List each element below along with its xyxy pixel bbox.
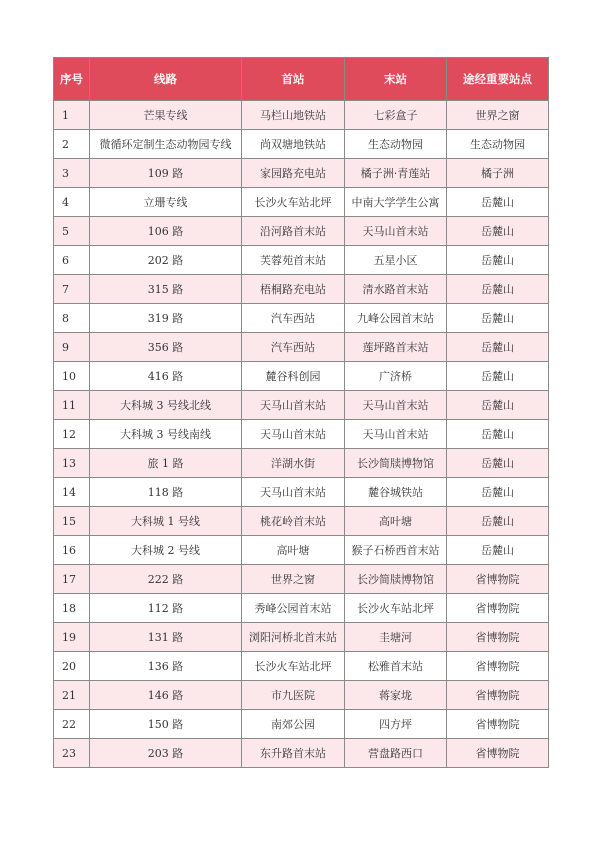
route-cell: 109 路 xyxy=(90,159,242,188)
table-row xyxy=(54,420,549,449)
route-cell: 150 路 xyxy=(90,710,242,739)
last-stop-cell: 清水路首末站 xyxy=(345,275,447,304)
last-stop-cell: 天马山首末站 xyxy=(345,420,447,449)
first-stop-cell: 东升路首末站 xyxy=(242,739,345,768)
route-cell: 202 路 xyxy=(90,246,242,275)
seq-cell: 15 xyxy=(54,507,90,536)
first-stop-cell: 桃花岭首末站 xyxy=(242,507,345,536)
route-cell: 立珊专线 xyxy=(90,188,242,217)
key-stop-cell: 岳麓山 xyxy=(447,246,549,275)
first-stop-cell: 高叶塘 xyxy=(242,536,345,565)
table-row xyxy=(54,188,549,217)
first-stop-cell: 天马山首末站 xyxy=(242,391,345,420)
last-stop-cell: 五星小区 xyxy=(345,246,447,275)
table-row xyxy=(54,739,549,768)
key-stop-cell: 岳麓山 xyxy=(447,449,549,478)
last-stop-cell: 长沙简牍博物馆 xyxy=(345,449,447,478)
table-row xyxy=(54,623,549,652)
seq-cell: 6 xyxy=(54,246,90,275)
route-cell: 222 路 xyxy=(90,565,242,594)
seq-cell: 8 xyxy=(54,304,90,333)
last-stop-cell: 高叶塘 xyxy=(345,507,447,536)
first-stop-cell: 马栏山地铁站 xyxy=(242,101,345,130)
table-row xyxy=(54,710,549,739)
key-stop-cell: 岳麓山 xyxy=(447,478,549,507)
key-stop-cell: 岳麓山 xyxy=(447,507,549,536)
first-stop-cell: 世界之窗 xyxy=(242,565,345,594)
key-stop-cell: 生态动物园 xyxy=(447,130,549,159)
table-row xyxy=(54,536,549,565)
key-stop-cell: 岳麓山 xyxy=(447,420,549,449)
seq-cell: 16 xyxy=(54,536,90,565)
seq-cell: 4 xyxy=(54,188,90,217)
last-stop-cell: 猴子石桥西首末站 xyxy=(345,536,447,565)
last-stop-cell: 四方坪 xyxy=(345,710,447,739)
header-key-stops: 途经重要站点 xyxy=(447,58,549,101)
seq-cell: 12 xyxy=(54,420,90,449)
first-stop-cell: 家园路充电站 xyxy=(242,159,345,188)
route-cell: 大科城 3 号线南线 xyxy=(90,420,242,449)
table-row xyxy=(54,652,549,681)
last-stop-cell: 麓谷城铁站 xyxy=(345,478,447,507)
key-stop-cell: 岳麓山 xyxy=(447,391,549,420)
seq-cell: 1 xyxy=(54,101,90,130)
first-stop-cell: 汽车西站 xyxy=(242,333,345,362)
last-stop-cell: 长沙简牍博物馆 xyxy=(345,565,447,594)
table-body xyxy=(54,101,549,768)
last-stop-cell: 天马山首末站 xyxy=(345,217,447,246)
first-stop-cell: 长沙火车站北坪 xyxy=(242,188,345,217)
table-row xyxy=(54,681,549,710)
last-stop-cell: 蒋家垅 xyxy=(345,681,447,710)
key-stop-cell: 省博物院 xyxy=(447,623,549,652)
seq-cell: 19 xyxy=(54,623,90,652)
last-stop-cell: 圭塘河 xyxy=(345,623,447,652)
table-row xyxy=(54,594,549,623)
table-row xyxy=(54,304,549,333)
first-stop-cell: 芙蓉苑首末站 xyxy=(242,246,345,275)
route-cell: 319 路 xyxy=(90,304,242,333)
header-row xyxy=(54,58,549,101)
first-stop-cell: 尚双塘地铁站 xyxy=(242,130,345,159)
seq-cell: 7 xyxy=(54,275,90,304)
table-header xyxy=(54,58,549,101)
last-stop-cell: 生态动物园 xyxy=(345,130,447,159)
table-row xyxy=(54,391,549,420)
first-stop-cell: 天马山首末站 xyxy=(242,478,345,507)
seq-cell: 18 xyxy=(54,594,90,623)
bus-routes-table xyxy=(53,57,549,768)
key-stop-cell: 省博物院 xyxy=(447,565,549,594)
first-stop-cell: 洋湖水街 xyxy=(242,449,345,478)
table-row xyxy=(54,362,549,391)
route-cell: 旅 1 路 xyxy=(90,449,242,478)
first-stop-cell: 沿河路首末站 xyxy=(242,217,345,246)
seq-cell: 23 xyxy=(54,739,90,768)
table-row xyxy=(54,217,549,246)
table-row xyxy=(54,478,549,507)
seq-cell: 9 xyxy=(54,333,90,362)
first-stop-cell: 梧桐路充电站 xyxy=(242,275,345,304)
route-cell: 315 路 xyxy=(90,275,242,304)
seq-cell: 3 xyxy=(54,159,90,188)
seq-cell: 22 xyxy=(54,710,90,739)
key-stop-cell: 岳麓山 xyxy=(447,188,549,217)
route-cell: 106 路 xyxy=(90,217,242,246)
key-stop-cell: 岳麓山 xyxy=(447,217,549,246)
key-stop-cell: 橘子洲 xyxy=(447,159,549,188)
last-stop-cell: 广济桥 xyxy=(345,362,447,391)
last-stop-cell: 七彩盒子 xyxy=(345,101,447,130)
key-stop-cell: 省博物院 xyxy=(447,652,549,681)
route-cell: 118 路 xyxy=(90,478,242,507)
last-stop-cell: 长沙火车站北坪 xyxy=(345,594,447,623)
route-cell: 微循环定制生态动物园专线 xyxy=(90,130,242,159)
route-cell: 356 路 xyxy=(90,333,242,362)
table-row xyxy=(54,101,549,130)
table-row xyxy=(54,130,549,159)
key-stop-cell: 省博物院 xyxy=(447,681,549,710)
first-stop-cell: 天马山首末站 xyxy=(242,420,345,449)
seq-cell: 20 xyxy=(54,652,90,681)
header-last-stop: 末站 xyxy=(345,58,447,101)
route-cell: 大科城 2 号线 xyxy=(90,536,242,565)
seq-cell: 13 xyxy=(54,449,90,478)
route-cell: 416 路 xyxy=(90,362,242,391)
header-seq: 序号 xyxy=(54,58,90,101)
route-cell: 112 路 xyxy=(90,594,242,623)
seq-cell: 14 xyxy=(54,478,90,507)
seq-cell: 21 xyxy=(54,681,90,710)
table-row xyxy=(54,246,549,275)
first-stop-cell: 汽车西站 xyxy=(242,304,345,333)
last-stop-cell: 中南大学学生公寓 xyxy=(345,188,447,217)
table-row xyxy=(54,275,549,304)
table-row xyxy=(54,507,549,536)
key-stop-cell: 省博物院 xyxy=(447,594,549,623)
key-stop-cell: 岳麓山 xyxy=(447,333,549,362)
key-stop-cell: 岳麓山 xyxy=(447,304,549,333)
first-stop-cell: 长沙火车站北坪 xyxy=(242,652,345,681)
route-cell: 大科城 3 号线北线 xyxy=(90,391,242,420)
key-stop-cell: 岳麓山 xyxy=(447,275,549,304)
table-row xyxy=(54,449,549,478)
seq-cell: 17 xyxy=(54,565,90,594)
route-cell: 203 路 xyxy=(90,739,242,768)
header-first-stop: 首站 xyxy=(242,58,345,101)
seq-cell: 5 xyxy=(54,217,90,246)
table-row xyxy=(54,333,549,362)
table-row xyxy=(54,565,549,594)
route-cell: 131 路 xyxy=(90,623,242,652)
last-stop-cell: 橘子洲·青莲站 xyxy=(345,159,447,188)
first-stop-cell: 市九医院 xyxy=(242,681,345,710)
first-stop-cell: 麓谷科创园 xyxy=(242,362,345,391)
key-stop-cell: 省博物院 xyxy=(447,739,549,768)
last-stop-cell: 松雅首末站 xyxy=(345,652,447,681)
last-stop-cell: 营盘路西口 xyxy=(345,739,447,768)
first-stop-cell: 秀峰公园首末站 xyxy=(242,594,345,623)
key-stop-cell: 岳麓山 xyxy=(447,362,549,391)
first-stop-cell: 浏阳河桥北首末站 xyxy=(242,623,345,652)
first-stop-cell: 南郊公园 xyxy=(242,710,345,739)
route-cell: 136 路 xyxy=(90,652,242,681)
last-stop-cell: 莲坪路首末站 xyxy=(345,333,447,362)
key-stop-cell: 省博物院 xyxy=(447,710,549,739)
header-route: 线路 xyxy=(90,58,242,101)
last-stop-cell: 九峰公园首末站 xyxy=(345,304,447,333)
key-stop-cell: 世界之窗 xyxy=(447,101,549,130)
key-stop-cell: 岳麓山 xyxy=(447,536,549,565)
route-cell: 146 路 xyxy=(90,681,242,710)
last-stop-cell: 天马山首末站 xyxy=(345,391,447,420)
route-cell: 芒果专线 xyxy=(90,101,242,130)
seq-cell: 11 xyxy=(54,391,90,420)
table-row xyxy=(54,159,549,188)
seq-cell: 10 xyxy=(54,362,90,391)
route-cell: 大科城 1 号线 xyxy=(90,507,242,536)
seq-cell: 2 xyxy=(54,130,90,159)
